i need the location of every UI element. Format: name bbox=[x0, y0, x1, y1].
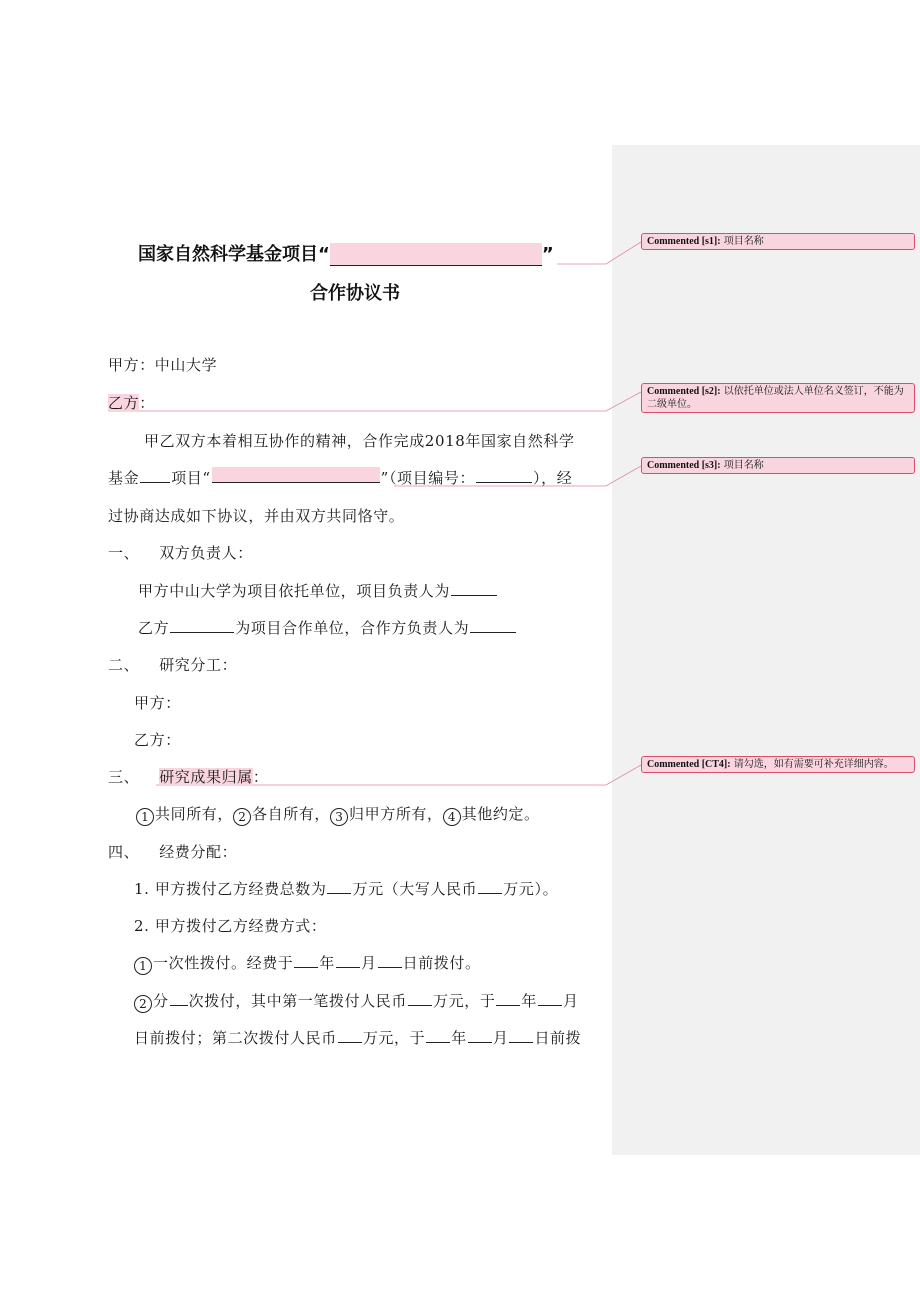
comment-balloon-s1[interactable]: Commented [s1]: 项目名称 bbox=[641, 233, 915, 250]
title-suffix: ” bbox=[541, 244, 554, 265]
funding-item-1: 1. 甲方拨付乙方经费总数为 万元（大写人民币 万元）。 bbox=[134, 880, 559, 898]
ownership-option[interactable]: 3 归甲方所有， bbox=[330, 805, 443, 823]
pi-blank[interactable] bbox=[451, 580, 497, 596]
section-2-party-a: 甲方： bbox=[134, 694, 181, 712]
second-amount-blank[interactable] bbox=[338, 1027, 362, 1043]
year-blank[interactable] bbox=[496, 990, 520, 1006]
ownership-options bbox=[136, 803, 540, 826]
total-amount-blank[interactable] bbox=[327, 878, 351, 894]
circled-number-icon[interactable]: 2 bbox=[134, 995, 152, 1013]
document-subtitle: 合作协议书 bbox=[310, 283, 400, 304]
section-2-heading: 二、 研究分工： bbox=[108, 656, 238, 674]
month-blank[interactable] bbox=[336, 952, 360, 968]
comment-balloon-s3[interactable]: Commented [s3]: 项目名称 bbox=[641, 457, 915, 474]
circled-number-icon: 3 bbox=[330, 808, 348, 826]
intro-line-1: 甲乙双方本着相互协作的精神，合作完成2018年国家自然科学 bbox=[144, 432, 575, 450]
month-blank[interactable] bbox=[538, 990, 562, 1006]
funding-item-2: 2. 甲方拨付乙方经费方式： bbox=[134, 917, 327, 935]
section-1-heading: 一、 双方负责人： bbox=[108, 544, 253, 562]
project-name-field[interactable] bbox=[330, 243, 542, 266]
comment-balloon-ct4[interactable]: Commented [CT4]: 请勾选，如有需要可补充详细内容。 bbox=[641, 756, 915, 773]
year-blank[interactable] bbox=[426, 1027, 450, 1043]
section-4-heading: 四、 经费分配： bbox=[108, 843, 238, 861]
fund-type-blank[interactable] bbox=[140, 467, 170, 483]
day-blank[interactable] bbox=[509, 1027, 533, 1043]
day-blank[interactable] bbox=[378, 952, 402, 968]
project-number-blank[interactable] bbox=[476, 467, 532, 483]
comment-balloon-s2[interactable]: Commented [s2]: 以依托单位或法人单位名义签订，不能为二级单位。 bbox=[641, 383, 915, 413]
installments-blank[interactable] bbox=[170, 990, 188, 1006]
title-prefix: 国家自然科学基金项目“ bbox=[138, 244, 330, 265]
payment-option-1: 1 一次性拨付。经费于 年 月 日前拨付。 bbox=[134, 952, 481, 975]
intro-line-2: 基金 项目“ ”（项目编号： ），经 bbox=[108, 469, 573, 487]
partner-unit-blank[interactable] bbox=[170, 617, 234, 633]
month-blank[interactable] bbox=[468, 1027, 492, 1043]
intro-line-3: 过协商达成如下协议，并由双方共同恪守。 bbox=[108, 507, 405, 525]
circled-number-icon: 4 bbox=[443, 808, 461, 826]
document-title bbox=[138, 240, 554, 266]
amount-in-words-blank[interactable] bbox=[478, 878, 502, 894]
circled-number-icon: 2 bbox=[233, 808, 251, 826]
circled-number-icon[interactable]: 1 bbox=[134, 957, 152, 975]
ownership-option[interactable]: 4 其他约定。 bbox=[443, 805, 540, 823]
ownership-option[interactable]: 1 共同所有， bbox=[136, 805, 233, 823]
party-a: 甲方：中山大学 bbox=[108, 356, 218, 374]
party-b-label: 乙方 bbox=[108, 394, 140, 412]
project-name-blank[interactable] bbox=[212, 467, 380, 483]
year-blank[interactable] bbox=[294, 952, 318, 968]
partner-pi-blank[interactable] bbox=[470, 617, 516, 633]
section-1-line-a: 甲方中山大学为项目依托单位，项目负责人为 bbox=[138, 580, 498, 601]
section-1-line-b: 乙方 为项目合作单位，合作方负责人为 bbox=[138, 617, 517, 638]
payment-option-2-line-2: 日前拨付；第二次拨付人民币 万元，于 年 月 日前拨 bbox=[134, 1029, 582, 1047]
first-amount-blank[interactable] bbox=[408, 990, 432, 1006]
payment-option-2-line-1: 2 分 次拨付，其中第一笔拨付人民币 万元，于 年 月 bbox=[134, 990, 579, 1013]
section-2-party-b: 乙方： bbox=[134, 731, 181, 749]
ownership-option[interactable]: 2 各自所有， bbox=[233, 805, 330, 823]
party-b: 乙方： bbox=[108, 394, 155, 412]
section-3-heading: 三、 研究成果归属： bbox=[108, 768, 269, 786]
circled-number-icon: 1 bbox=[136, 808, 154, 826]
